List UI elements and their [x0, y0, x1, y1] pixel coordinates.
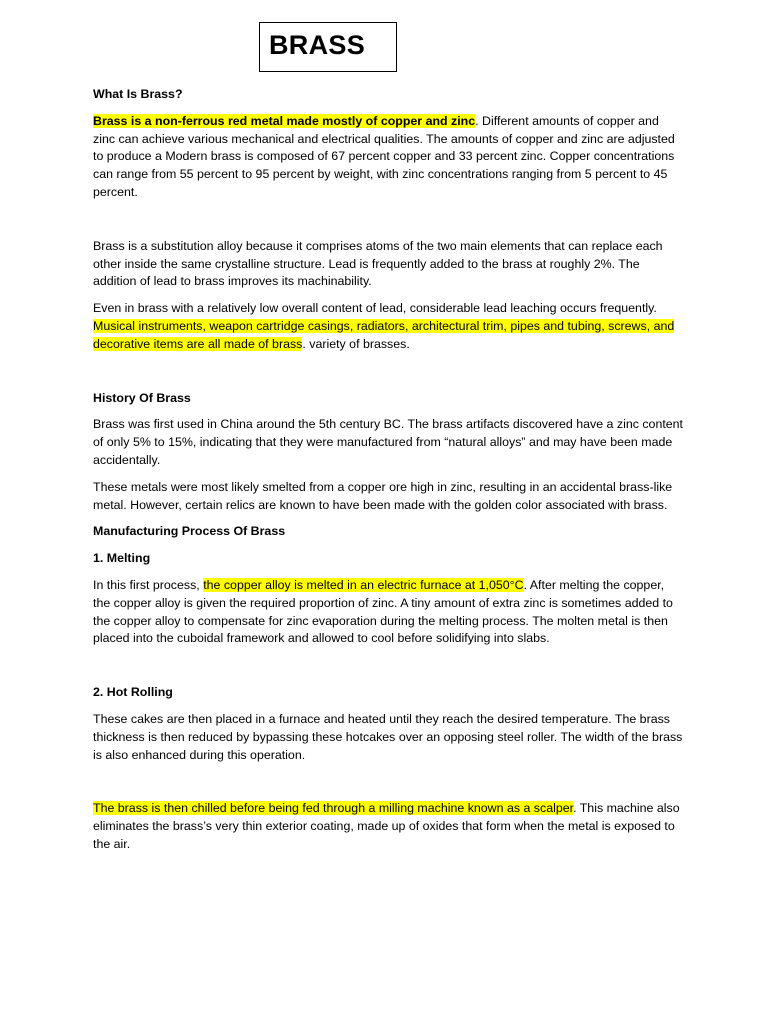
highlighted-scalper: The brass is then chilled before being fed through a milling machine known as a scalper	[93, 801, 574, 816]
paragraph-substitution-alloy: Brass is a substitution alloy because it comprises atoms of the two main elements that can replace each other inside the same crystalline structure. Lead is frequently added to the brass at roughly 2%. The addition of lead to brass improves its machinability.	[93, 238, 663, 289]
paragraph-melting	[93, 577, 683, 648]
spacer	[93, 211, 683, 238]
spacer	[93, 657, 683, 684]
spacer	[93, 363, 683, 390]
paragraph-definition	[93, 113, 683, 202]
paragraph-definition-rest: . Different amounts of copper and zinc can achieve various mechanical and electrical qualities. The amounts of copper and zinc are adjusted to produce a Modern brass is composed of 67 percent copper and 33 percent zinc. Copper concentrations can range from 55 percent to 95 percent by weight, with zinc concentrations ranging from 5 percent to 45 percent.	[93, 113, 675, 199]
paragraph-scalper-end: . This machine also eliminates the brass’s very thin exterior coating, made up of oxides that form when the metal is exposed to the air.	[93, 801, 680, 851]
highlighted-definition: Brass is a non-ferrous red metal made mostly of copper and zinc	[93, 113, 476, 128]
paragraph-hot-rolling: These cakes are then placed in a furnace and heated until they reach the desired temperature. The brass thickness is then reduced by bypassing these hotcakes over an opposing steel roller. The width of the brass is also enhanced during this operation.	[93, 711, 683, 762]
document-body	[93, 86, 683, 863]
paragraph-lead-leaching-end: . variety of brasses.	[302, 336, 410, 351]
title-box	[259, 22, 397, 72]
paragraph-history-china: Brass was first used in China around the 5th century BC. The brass artifacts discovered have a zinc content of only 5% to 15%, indicating that they were manufactured from “natural alloys” and may have been made accidentally.	[93, 417, 684, 467]
highlighted-uses: Musical instruments, weapon cartridge casings, radiators, architectural trim, pipes and tubing, screws, and decorative items are all made of brass	[93, 318, 675, 351]
section-heading-what-is-brass: What Is Brass?	[93, 87, 183, 101]
paragraph-melting-end: . After melting the copper, the copper alloy is given the required proportion of zinc. A tiny amount of extra zinc is sometimes added to the copper alloy to compensate for zinc evaporation during the melting process. The molten metal is then placed into the cuboidal framework and allowed to cool before solidifying into slabs.	[93, 577, 673, 646]
paragraph-lead-leaching-start: Even in brass with a relatively low overall content of lead, considerable lead leaching occurs frequently.	[93, 301, 657, 316]
document-title: BRASS	[269, 30, 366, 60]
paragraph-lead-leaching	[93, 300, 683, 353]
paragraph-melting-start: In this first process,	[93, 577, 204, 592]
section-heading-history: History Of Brass	[93, 390, 191, 405]
subheading-hot-rolling: 2. Hot Rolling	[93, 685, 173, 700]
highlighted-melting: the copper alloy is melted in an electric furnace at 1,050°C	[203, 577, 524, 592]
paragraph-history-smelting: These metals were most likely smelted from a copper ore high in zinc, resulting in an accidental brass-like metal. However, certain relics are known to have been made with the golden color associated with brass.	[93, 479, 673, 512]
paragraph-scalper	[93, 800, 683, 853]
spacer	[93, 773, 683, 800]
subheading-melting: 1. Melting	[93, 551, 151, 566]
section-heading-manufacturing: Manufacturing Process Of Brass	[93, 524, 286, 539]
